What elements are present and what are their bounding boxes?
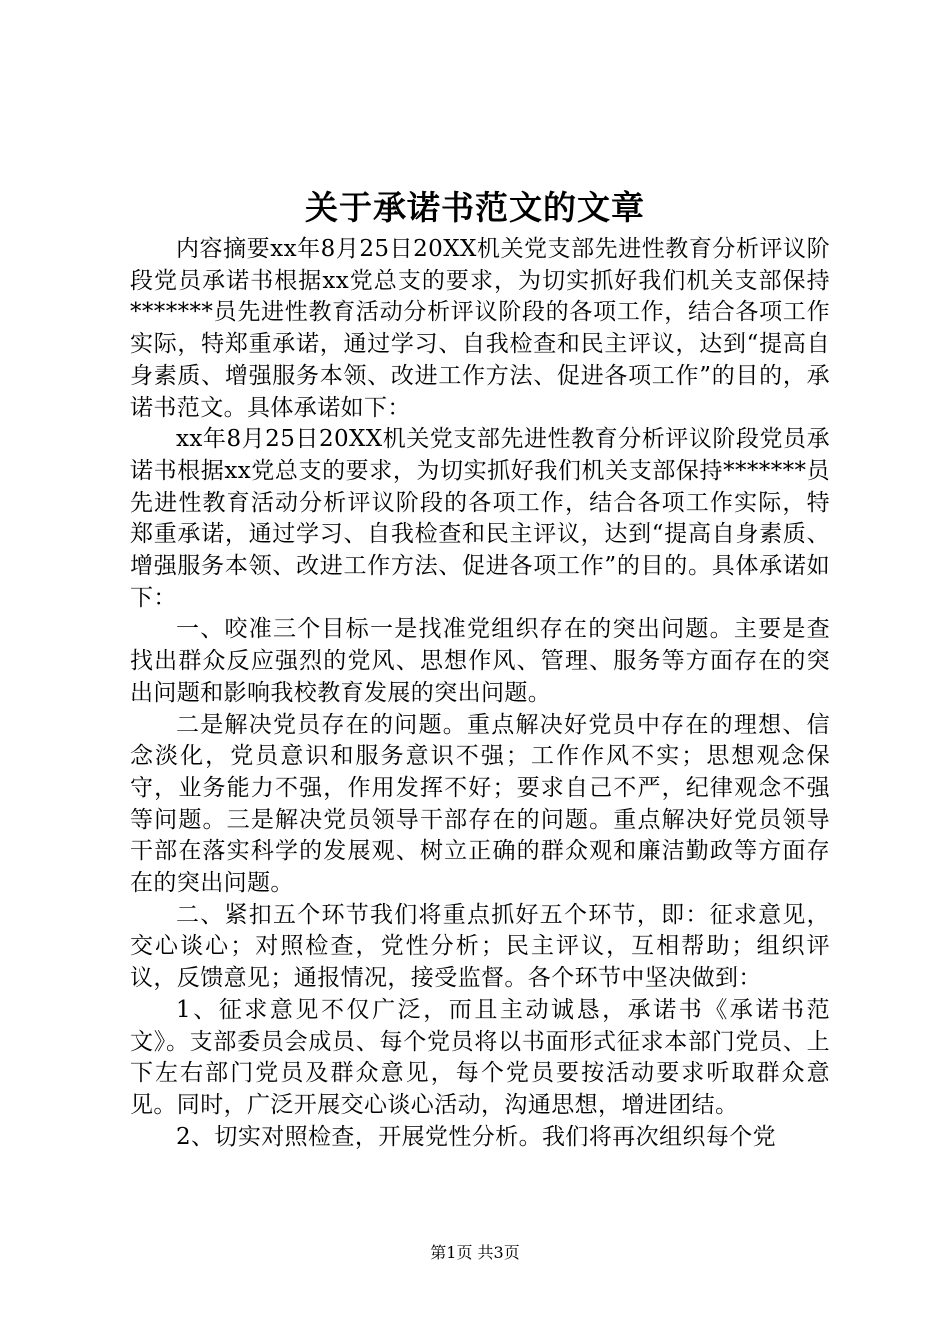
paragraph-intro: xx年8月25日20XX机关党支部先进性教育分析评议阶段党员承诺书根据xx党总支的要求，为切实抓好我们机关支部保持*******员先进性教育活动分析评议阶段的各项工作，结合各项工作实际，特郑重承诺，通过学习、自我检查和民主评议，达到“提高自身素质、增强服务本领、改进工作方法、促进各项工作”的目的。具体承诺如下： (130, 426, 830, 611)
page-footer: 第1页 共3页 (430, 1243, 520, 1262)
document-title: 关于承诺书范文的文章 (305, 188, 645, 227)
paragraph-step-one: 1、征求意见不仅广泛，而且主动诚恳，承诺书《承诺书范文》。支部委员会成员、每个党员将以书面形式征求本部门党员、上下左右部门党员及群众意见，每个党员要按活动要求听取群众意见。同时，广泛开展交心谈心活动，沟通思想，增进团结。 (130, 996, 830, 1118)
paragraph-goal-one: 一、咬准三个目标一是找准党组织存在的突出问题。主要是查找出群众反应强烈的党风、思想作风、管理、服务等方面存在的突出问题和影响我校教育发展的突出问题。 (130, 616, 830, 706)
paragraph-five-steps: 二、紧扣五个环节我们将重点抓好五个环节，即：征求意见，交心谈心；对照检查，党性分析；民主评议，互相帮助；组织评议，反馈意见；通报情况，接受监督。各个环节中坚决做到： (130, 901, 830, 992)
document-body (130, 234, 830, 1153)
paragraph-goal-two: 二是解决党员存在的问题。重点解决好党员中存在的理想、信念淡化，党员意识和服务意识不强；工作作风不实；思想观念保守，业务能力不强，作用发挥不好；要求自己不严，纪律观念不强等问题。三是解决党员领导干部存在的问题。重点解决好党员领导干部在落实科学的发展观、树立正确的群众观和廉洁勤政等方面存在的突出问题。 (130, 711, 830, 897)
paragraph-step-two: 2、切实对照检查，开展党性分析。我们将再次组织每个党 (176, 1123, 777, 1150)
paragraph-summary: 内容摘要xx年8月25日20XX机关党支部先进性教育分析评议阶段党员承诺书根据xx党总支的要求，为切实抓好我们机关支部保持*******员先进性教育活动分析评议阶段的各项工作，结合各项工作实际，特郑重承诺，通过学习、自我检查和民主评议，达到“提高自身素质、增强服务本领、改进工作方法、促进各项工作”的目的，承诺书范文。具体承诺如下： (130, 236, 830, 421)
